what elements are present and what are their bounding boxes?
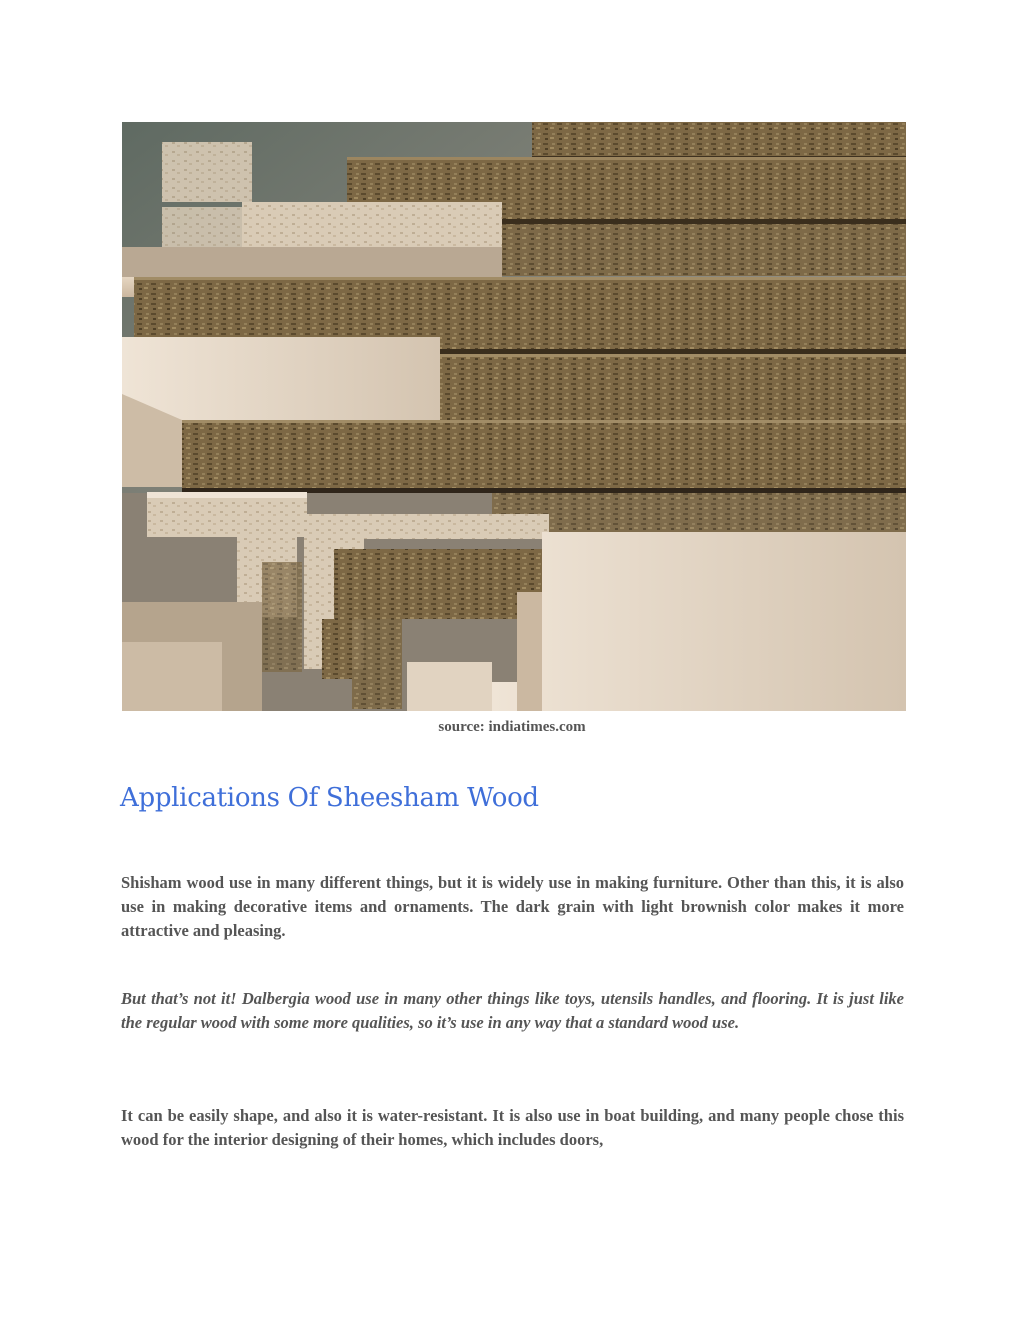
section-heading: Applications Of Sheesham Wood <box>120 783 539 813</box>
image-caption: source: indiatimes.com <box>438 719 586 735</box>
photo-illustration <box>122 122 906 711</box>
paragraph-other-uses: But that’s not it! Dalbergia wood use in many other things like toys, utensils handles, and flooring. It is just like the regular wood with some more qualities, so it’s use in any way that a standard wood use. <box>121 989 904 1032</box>
stacked-particle-board-photo <box>122 122 906 711</box>
paragraph-water-resistance: It can be easily shape, and also it is water-resistant. It is also use in boat building, and many people chose this wood for the interior designing of their homes, which includes doors, <box>121 1106 904 1149</box>
paragraph-furniture-uses: Shisham wood use in many different things, but it is widely use in making furniture. Other than this, it is also use in making decorative items and ornaments. The dark grain with light brownish color makes it more attractive and pleasing. <box>121 873 904 940</box>
